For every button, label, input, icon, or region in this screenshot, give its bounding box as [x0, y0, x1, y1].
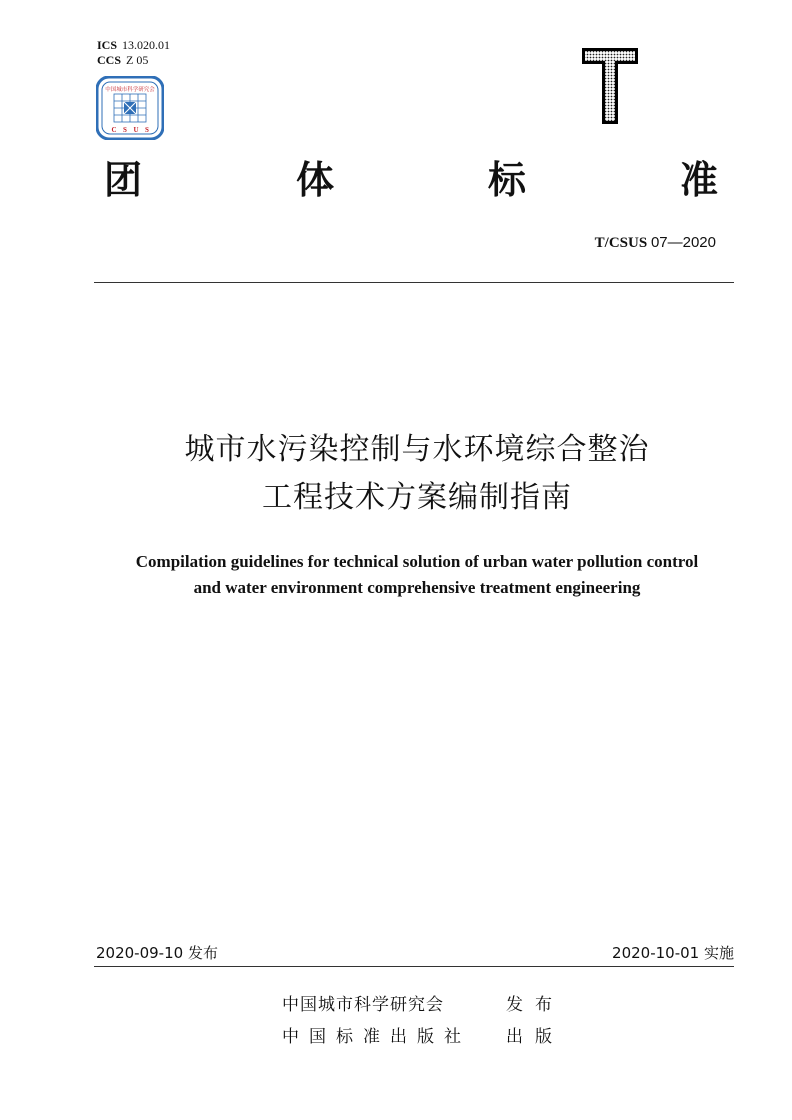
standard-number: T/CSUS 07—2020: [594, 234, 716, 251]
title-en-line2: and water environment comprehensive treatment engineering: [193, 578, 641, 597]
standard-type-letter: [580, 44, 640, 126]
svg-text:T: T: [580, 44, 581, 45]
issuing-verb: 发布: [506, 995, 564, 1015]
ics-code: ICS 13.020.01: [97, 38, 171, 52]
logo-org-text: 中国城市科学研究会: [105, 87, 155, 93]
category-char: 团: [104, 158, 143, 202]
implementation-date: 2020-10-01 实施: [612, 944, 734, 962]
logo-letter: U: [133, 126, 139, 134]
csus-logo: [96, 76, 164, 140]
publishing-verb: 出版: [506, 1027, 564, 1047]
title-en-line1: Compilation guidelines for technical solution of urban water pollution control: [135, 552, 699, 571]
category-char: 体: [296, 158, 335, 202]
top-divider: [94, 282, 734, 283]
category-char: 标: [488, 158, 527, 202]
logo-letter: C: [111, 126, 117, 134]
title-cn-line2: 工程技术方案编制指南: [262, 480, 572, 515]
logo-letter: S: [145, 126, 149, 134]
title-cn-line1: 城市水污染控制与水环境综合整治: [184, 432, 650, 467]
publishing-house: 中国标准出版社: [282, 1027, 471, 1047]
issue-date: 2020-09-10 发布: [96, 944, 218, 962]
classification-codes: [97, 38, 170, 68]
ccs-code: CCS Z 05: [97, 53, 149, 67]
bottom-divider: [94, 966, 734, 967]
category-char: 准: [680, 158, 719, 202]
issuing-organization: 中国城市科学研究会: [282, 995, 444, 1015]
logo-letter: S: [123, 126, 127, 134]
